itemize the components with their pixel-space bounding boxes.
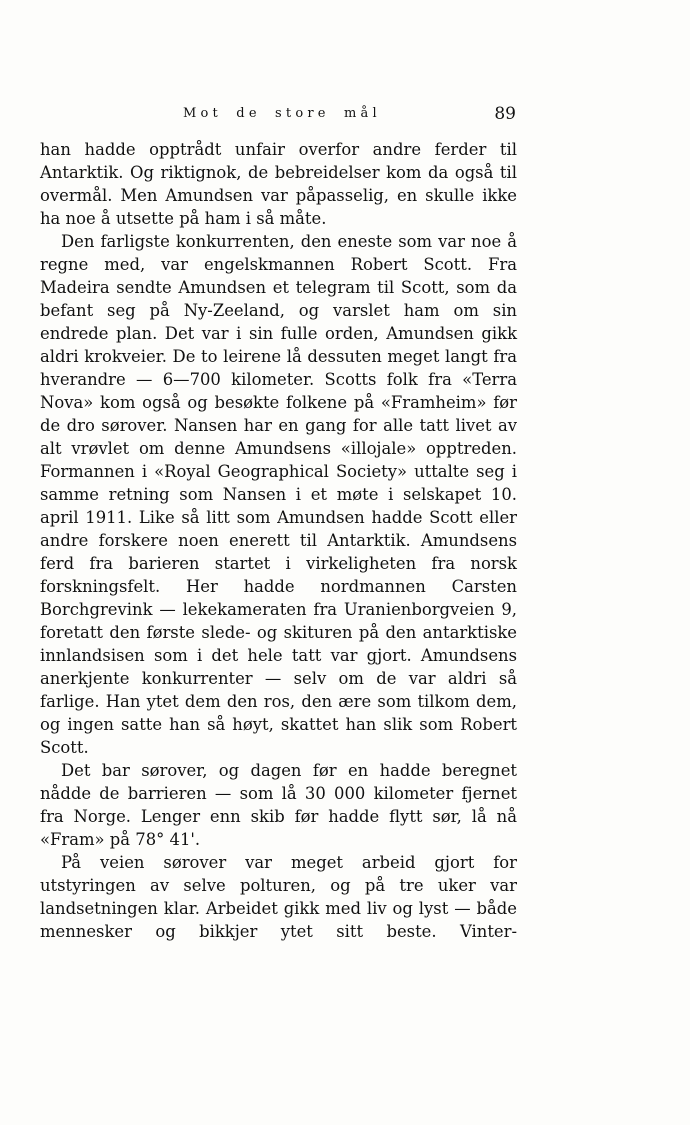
page-header bbox=[40, 102, 518, 128]
paragraph-4: På veien sørover var meget arbeid gjort for utstyringen av selve polturen, og på tre uker var landsetningen klar. Arbeidet gikk med liv og lyst — både mennesker og bikkjer ytet sitt beste. Vinter- bbox=[40, 853, 517, 941]
running-title: Mot de store mål bbox=[183, 106, 381, 121]
paragraph-2: Den farligste konkurrenten, den eneste som var noe å regne med, var engelskmannen Robert Scott. Fra Madeira sendte Amundsen et telegram til Scott, som da befant seg på Ny-Zeeland, og varslet ham om sin endrede plan. Det var i sin fulle orden, Amundsen gikk aldri krokveier. De to leirene lå dessuten meget langt fra hverandre — 6—700 kilometer. Scotts folk fra «Terra Nova» kom også og besøkte folkene på «Framheim» før de dro sørover. Nansen har en gang for alle tatt livet av alt vrøvlet om denne Amundsens «illojale» opptreden. Formannen i «Royal Geographical Society» uttalte seg i samme retning som Nansen i et møte i selskapet 10. april 1911. Like så litt som Amundsen hadde Scott eller andre forskere noen enerett til Antarktik. Amundsens ferd fra barieren startet i virkeligheten fra norsk forskningsfelt. Her hadde nordmannen Carsten Borchgrevink — lekekameraten fra Uranienborgveien 9, foretatt den første slede- og skituren på den antarktiske innlandsisen som i det hele tatt var gjort. Amundsens anerkjente konkurrenter — selv om de var aldri så farlige. Han ytet dem den ros, den ære som tilkom dem, og ingen satte han så høyt, skattet han slik som Robert Scott. bbox=[40, 232, 517, 757]
paragraph-3: Det bar sørover, og dagen før en hadde beregnet nådde de barrieren — som lå 30 000 kilometer fjernet fra Norge. Lenger enn skib før hadde flytt sør, lå nå «Fram» på 78° 41'. bbox=[40, 761, 517, 849]
body-text bbox=[40, 138, 517, 943]
page-number: 89 bbox=[494, 104, 516, 124]
paragraph-1: han hadde opptrådt unfair overfor andre ferder til Antarktik. Og riktignok, de bebreidelser kom da også til overmål. Men Amundsen var påpasselig, en skulle ikke ha noe å utsette på ham i så måte. bbox=[40, 140, 517, 228]
